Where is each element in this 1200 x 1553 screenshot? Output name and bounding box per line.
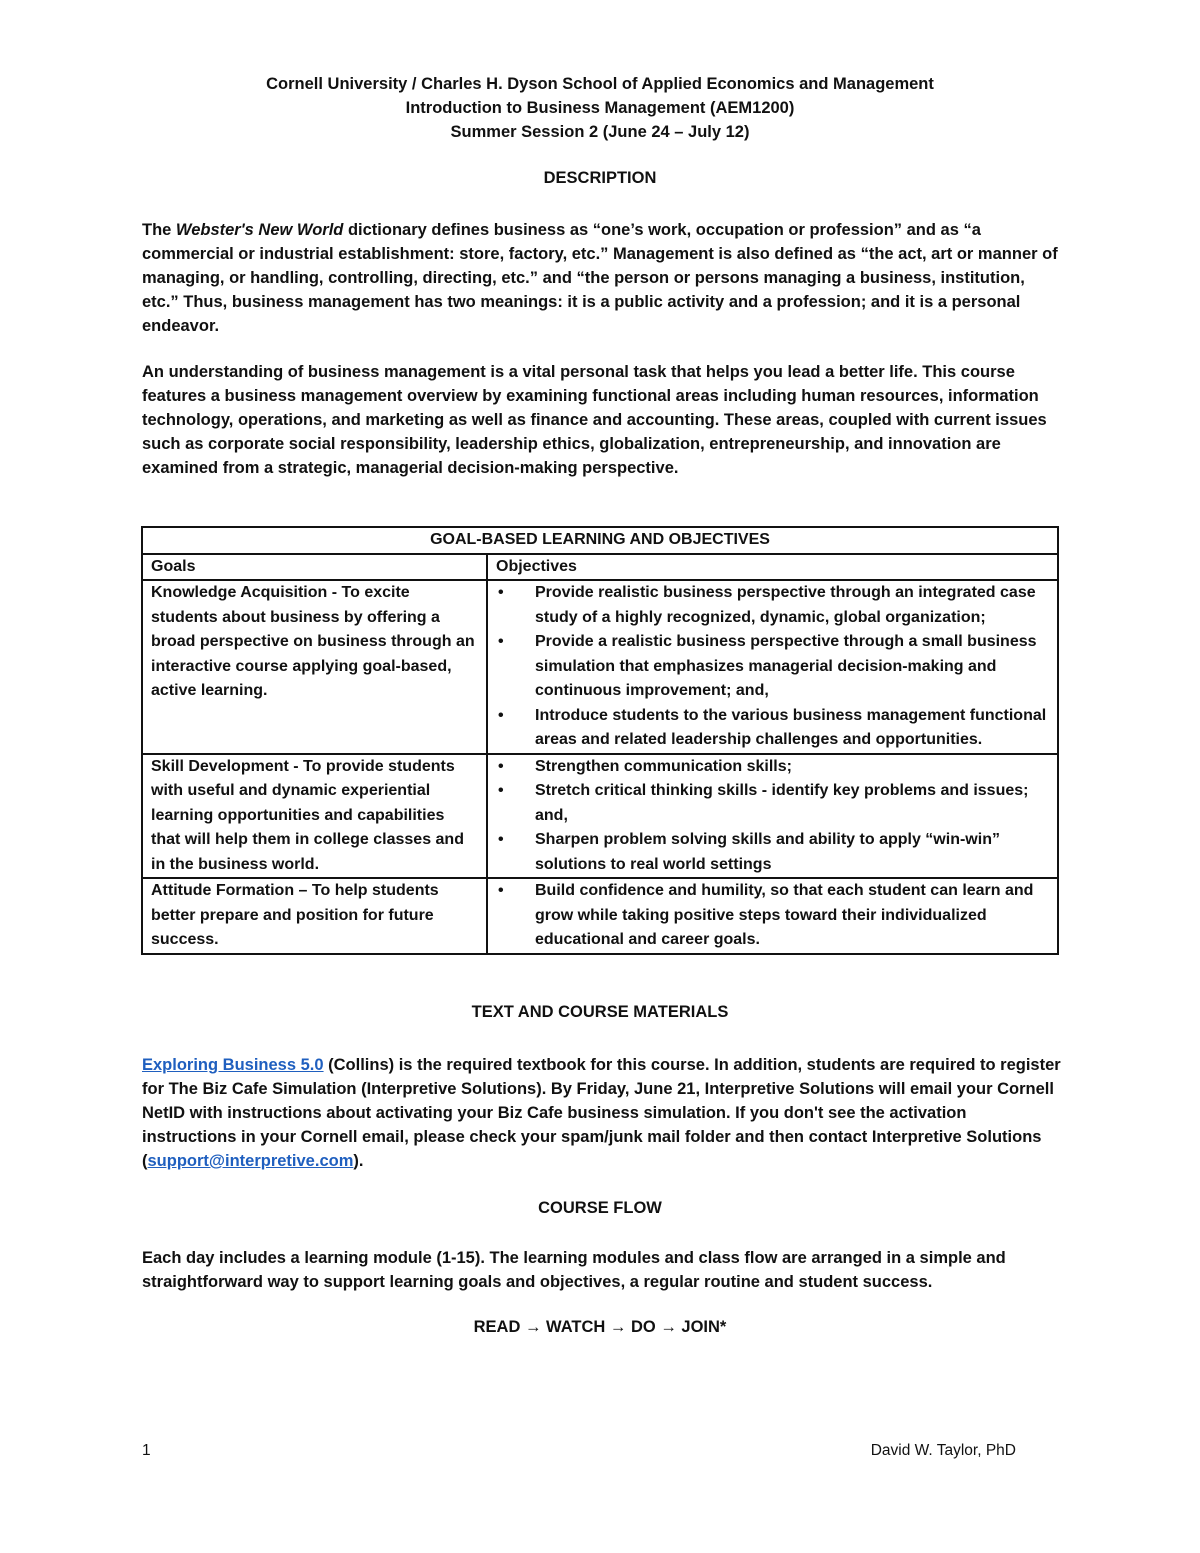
list-item: • Build confidence and humility, so that each student can learn and grow while taking positive steps toward their individualized educational and career goals. [496,879,1049,953]
column-header-goals: Goals [142,554,487,581]
footer-author: David W. Taylor, PhD [870,1442,1016,1459]
list-item: • Provide realistic business perspective through an integrated case study of a highly recognized, dynamic, global organization; [496,581,1049,630]
page-number: 1 [142,1442,151,1459]
dictionary-title: Webster's New World [175,221,344,239]
objectives-cell [487,878,1058,954]
textbook-link[interactable]: Exploring Business 5.0 [142,1056,324,1074]
header-session: Summer Session 2 (June 24 – July 12) [450,123,750,141]
list-item: • Strengthen communication skills; [496,755,1049,780]
bullet-icon: • [498,633,504,650]
bullet-icon: • [498,831,504,848]
description-paragraph-2: An understanding of business management is a vital personal task that helps you lead a better life. This course features a business management overview by examining functional areas including human resources, information technology, operations, and marketing as well as finance and accounting. These areas, coupled with current issues such as corporate social responsibility, leadership ethics, globalization, entrepreneurship, and innovation are examined from a strategic, managerial decision-making perspective. [142,363,1047,477]
bullet-icon: • [498,782,504,799]
bullet-icon: • [498,882,504,899]
list-item: • Sharpen problem solving skills and ability to apply “win-win” solutions to real world settings [496,828,1049,877]
table-row [142,580,1058,754]
objectives-cell [487,754,1058,879]
course-flow-sequence: READ → WATCH → DO → JOIN* [473,1318,727,1336]
materials-paragraph: Exploring Business 5.0 (Collins) is the required textbook for this course. In addition, students are required to register for The Biz Cafe Simulation (Interpretive Solutions). By Friday, June 21, Interpretive Solutions will email your Cornell NetID with instructions about activating your Biz Cafe business simulation. If you don't see the activation instructions in your Cornell email, please check your spam/junk mail folder and then contact Interpretive Solutions (support@interpretive.com). [142,1056,1061,1170]
bullet-icon: • [498,757,504,775]
description-title: DESCRIPTION [543,169,657,187]
bullet-icon: • [498,706,504,724]
objectives-cell [487,580,1058,754]
description-paragraph-1: The Webster's New World dictionary defines business as “one’s work, occupation or profession” and as “a commercial or industrial establishment: store, factory, etc.” Management is also defined as “the act, art or manner of managing, or handling, controlling, directing, etc.” and “the person or persons managing a business, institution, etc.” Thus, business management has two meanings: it is a public activity and a profession; and it is a personal endeavor. [142,221,1058,335]
header-institution: Cornell University / Charles H. Dyson School of Applied Economics and Management [266,75,934,93]
bullet-icon: • [498,584,504,601]
goal-cell: Skill Development - To provide students with useful and dynamic experiential learning opportunities and capabilities that will help them in college classes and in the business world. [142,754,487,879]
table-row [142,754,1058,879]
goals-objectives-table [141,526,1059,955]
column-header-objectives: Objectives [487,554,1058,581]
table-row [142,878,1058,954]
materials-title: TEXT AND COURSE MATERIALS [471,1003,729,1021]
list-item: • Provide a realistic business perspective through a small business simulation that emphasizes managerial decision-making and continuous improvement; and, [496,630,1049,704]
list-item: • Introduce students to the various business management functional areas and related leadership challenges and opportunities. [496,704,1049,753]
list-item: • Stretch critical thinking skills - identify key problems and issues; and, [496,779,1049,828]
header-course: Introduction to Business Management (AEM1200) [405,99,795,117]
goal-cell: Knowledge Acquisition - To excite students about business by offering a broad perspective on business through an interactive course applying goal-based, active learning. [142,580,487,754]
support-email-link[interactable]: support@interpretive.com [147,1152,354,1170]
table-caption: GOAL-BASED LEARNING AND OBJECTIVES [142,527,1058,554]
course-flow-title: COURSE FLOW [538,1199,662,1217]
goal-cell: Attitude Formation – To help students better prepare and position for future success. [142,878,487,954]
course-flow-paragraph: Each day includes a learning module (1-15). The learning modules and class flow are arranged in a simple and straightforward way to support learning goals and objectives, a regular routine and student success. [142,1249,1006,1291]
